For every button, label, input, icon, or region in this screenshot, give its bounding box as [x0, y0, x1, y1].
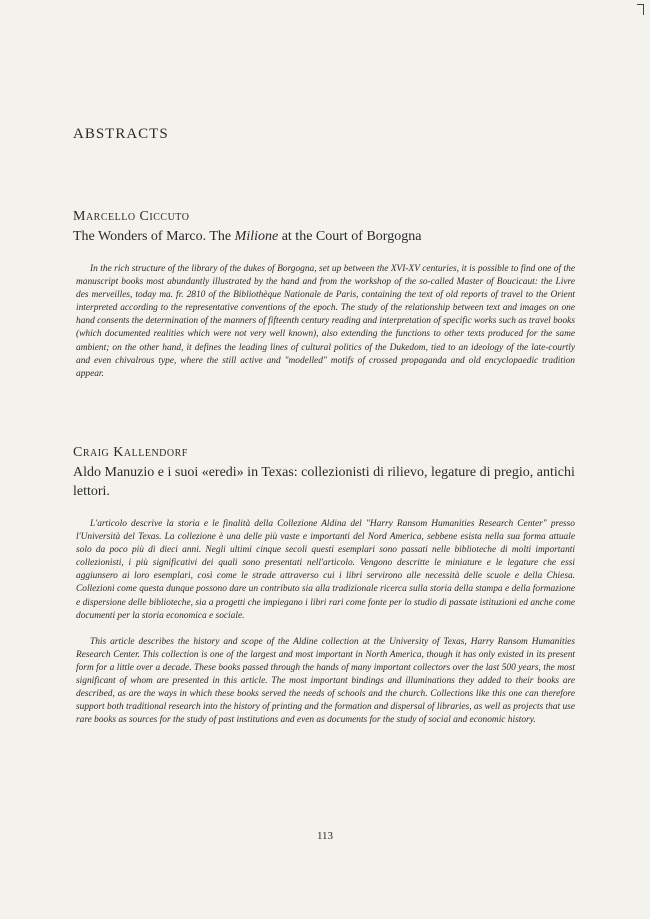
abstract-entry-ciccuto — [73, 209, 578, 381]
abstract-paragraph-italian: L'articolo descrive la storia e le finalità della Collezione Aldina del "Harry Ransom Humanities Research Center" presso l'Università del Texas. La collezione è una delle più vaste e importanti del Nord America, sebbene esista nella sua forma attuale solo da poco più di dieci anni. Negli ultimi cinque secoli questi esemplari sono passati nelle biblioteche di molti importanti collezionisti, i più significativi dei quali sono presentati nell'articolo. Vengono descritte le miniature e le legature che essi aggiunsero ai loro esemplari, così come le strade attraverso cui i libri servirono alle necessità delle scuole e della Chiesa. Collezioni come questa dunque possono dare un contributo sia alla tradizionale ricerca sulla storia della stampa e della formazione e dispersione delle biblioteche, sia a progetti che impiegano i libri rari come fonte per lo studio di passate istituzioni ed anche come documenti per la storia economica e sociale. — [76, 519, 575, 621]
abstract-entry-kallendorf — [73, 445, 578, 727]
article-title — [73, 227, 578, 246]
crop-mark — [637, 4, 644, 15]
abstract-paragraph: In the rich structure of the library of the dukes of Borgogna, set up between the XVI-XV centuries, it is possible to find one of the manuscript books most abundantly illustrated by the hand and from the workshop of the so-called Master of Boucicaut: the Livre des merveilles, today ma. fr. 2810 of the Bibliothèque Nationale de Paris, containing the text of old reports of travel to the Orient interpreted according to the representative conventions of the epoch. The study of the relationship between text and images on one hand consents the determination of the manners of fifteenth century reading and interpretation of specific works such as travel books (which documented realities which were not very well known), also extending the functions to other texts produced for the same ambient; on the other hand, it defines the leading lines of cultural politics of the Dukedom, tied to an ideology of the late-courtly and even chivalrous type, where the still active and "modelled" motifs of crossed propaganda and old encyclopaedic tradition appear. — [76, 264, 575, 379]
section-title: ABSTRACTS — [73, 126, 169, 142]
title-italic-part: Milione — [234, 229, 279, 244]
author-name: Craig Kallendorf — [73, 445, 188, 460]
article-title: Aldo Manuzio e i suoi «eredi» in Texas: collezionisti di rilievo, legature di pregio, antichi lettori. — [73, 465, 575, 499]
title-part: at the Court of Borgogna — [278, 229, 422, 244]
abstract-paragraph-english: This article describes the history and scope of the Aldine collection at the University of Texas, Harry Ransom Humanities Research Center. This collection is one of the largest and most important in North America, though it has only existed in its present form for a little over a decade. These books passed through the hands of many important collectors over the last 500 years, the most significant of whom are presented in this article. The most important bindings and illuminations they added to their books are described, as are the ways in which these books served the needs of schools and the church. Collections like this one can therefore support both traditional research into the history of printing and the formation and dispersal of libraries, as well as projects that use rare books as sources for the study of past institutions and even as documents for the study of social and economic history. — [76, 636, 575, 726]
author-name: Marcello Ciccuto — [73, 209, 190, 224]
title-part: The Wonders of Marco. The — [73, 229, 235, 244]
page-number: 113 — [316, 830, 334, 842]
